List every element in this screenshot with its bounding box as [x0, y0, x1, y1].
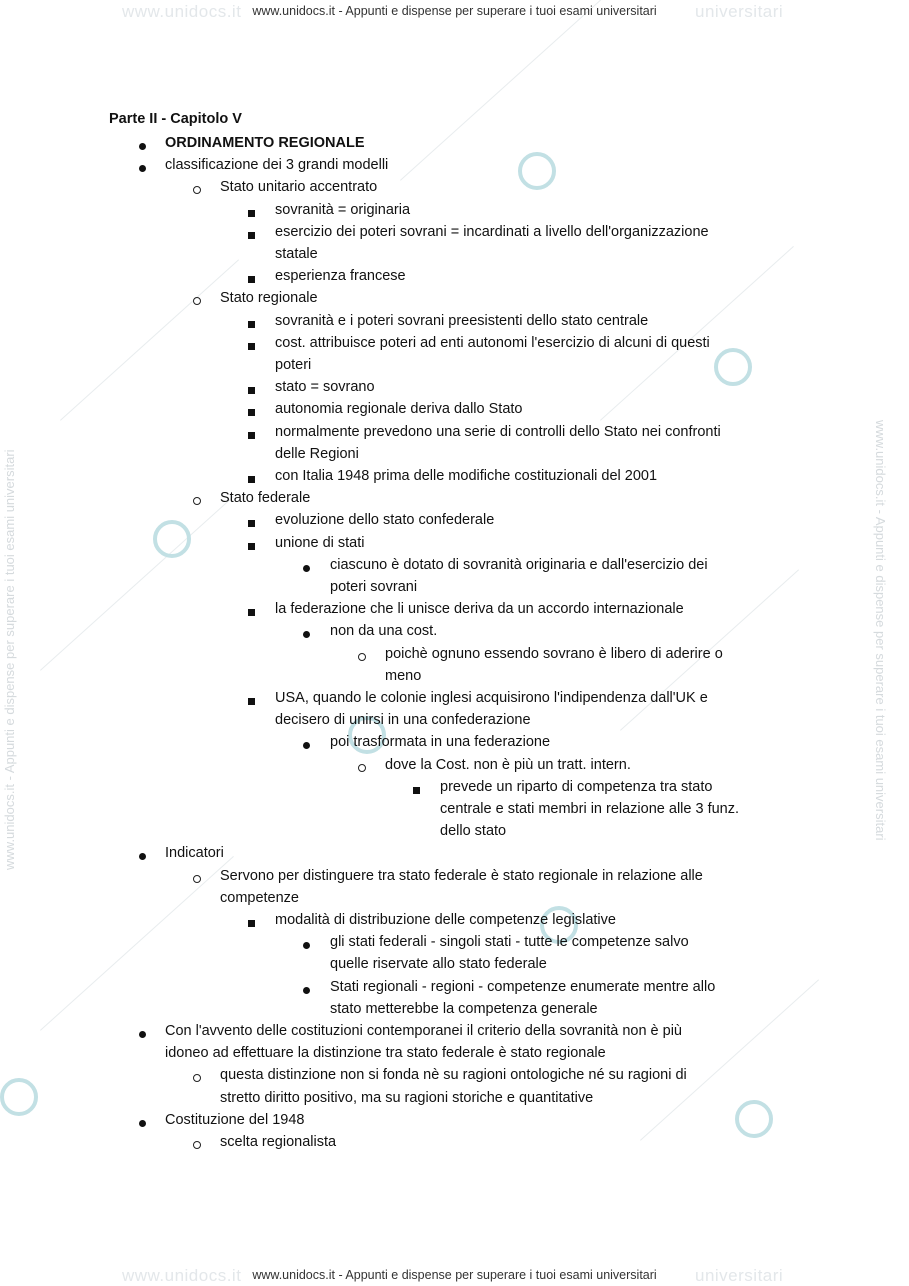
list-item-text: Indicatori	[165, 845, 224, 862]
list-bullet	[303, 983, 310, 997]
list-bullet	[193, 1071, 201, 1085]
list-bullet	[248, 605, 255, 619]
list-item-text: modalità di distribuzione delle competenze legislative	[275, 912, 616, 928]
square-bullet-icon	[248, 698, 255, 705]
watermark-logo-icon	[714, 348, 752, 386]
list-bullet	[248, 694, 255, 708]
list-bullet	[248, 339, 255, 353]
list-item-text: quelle riservate allo stato federale	[330, 956, 547, 973]
circle-bullet-icon	[193, 875, 201, 883]
list-bullet	[193, 494, 201, 508]
list-bullet	[303, 627, 310, 641]
list-item-text: sovranità = originaria	[275, 201, 411, 218]
circle-bullet-icon	[193, 1141, 201, 1149]
list-bullet	[413, 783, 420, 797]
list-bullet	[139, 139, 146, 153]
dot-bullet-icon	[303, 942, 310, 949]
square-bullet-icon	[248, 210, 255, 217]
watermark-line	[400, 0, 624, 181]
list-bullet	[139, 161, 146, 175]
list-item-text: scelta regionalista	[220, 1134, 337, 1150]
square-bullet-icon	[248, 409, 255, 416]
list-item-text: dello stato	[440, 823, 507, 840]
list-item-text: Costituzione del 1948	[165, 1111, 305, 1128]
square-bullet-icon	[248, 476, 255, 483]
list-bullet	[248, 206, 255, 220]
list-item-text: ciascuno è dotato di sovranità originaria e dall'esercizio dei	[330, 556, 708, 573]
list-bullet	[358, 761, 366, 775]
list-item-text: con Italia 1948 prima delle modifiche costituzionali del 2001	[275, 468, 658, 484]
watermark-line	[40, 856, 234, 1031]
circle-bullet-icon	[358, 653, 366, 661]
list-bullet	[248, 317, 255, 331]
list-bullet	[193, 872, 201, 886]
list-bullet	[193, 183, 201, 197]
list-bullet	[248, 539, 255, 553]
list-item-text: stretto diritto positivo, ma su ragioni storiche e quantitative	[220, 1089, 594, 1106]
list-item-text: non da una cost.	[330, 623, 438, 640]
square-bullet-icon	[248, 920, 255, 927]
list-bullet	[139, 1116, 146, 1130]
list-item-text: Stato federale	[220, 490, 311, 507]
list-bullet	[193, 1138, 201, 1152]
list-item-text: stato metterebbe la competenza generale	[330, 1000, 598, 1017]
square-bullet-icon	[413, 787, 420, 794]
dot-bullet-icon	[139, 143, 146, 150]
list-item-text: esperienza francese	[275, 268, 406, 285]
list-item-text: Stato unitario accentrato	[220, 179, 378, 196]
list-bullet	[139, 849, 146, 863]
square-bullet-icon	[248, 387, 255, 394]
circle-bullet-icon	[358, 764, 366, 772]
square-bullet-icon	[248, 321, 255, 328]
list-item-text: Servono per distinguere tra stato federale è stato regionale in relazione alle	[220, 867, 703, 884]
square-bullet-icon	[248, 232, 255, 239]
list-item-text: Con l'avvento delle costituzioni contemporanei il criterio della sovranità non è più	[165, 1023, 683, 1039]
list-item-text: ORDINAMENTO REGIONALE	[165, 135, 365, 151]
square-bullet-icon	[248, 343, 255, 350]
list-item-text: decisero di unirsi in una confederazione	[275, 712, 531, 729]
list-item-text: centrale e stati membri in relazione alle 3 funz.	[440, 801, 740, 817]
list-bullet	[248, 428, 255, 442]
list-bullet	[248, 228, 255, 242]
document-title: Parte II - Capitolo V	[109, 111, 242, 127]
list-item-text: classificazione dei 3 grandi modelli	[165, 157, 389, 174]
square-bullet-icon	[248, 543, 255, 550]
list-bullet	[248, 472, 255, 486]
list-item-text: competenze	[220, 889, 299, 906]
watermark-side-left: www.unidocs.it - Appunti e dispense per superare i tuoi esami universitari	[2, 449, 17, 870]
page-header: www.unidocs.it - Appunti e dispense per superare i tuoi esami universitari	[252, 4, 657, 18]
list-item-text: statale	[275, 246, 318, 262]
dot-bullet-icon	[139, 1120, 146, 1127]
dot-bullet-icon	[303, 742, 310, 749]
list-item-text: normalmente prevedono una serie di controlli dello Stato nei confronti	[275, 423, 721, 440]
dot-bullet-icon	[139, 165, 146, 172]
list-bullet	[303, 561, 310, 575]
list-bullet	[193, 294, 201, 308]
list-item-text: la federazione che li unisce deriva da un accordo internazionale	[275, 601, 684, 618]
list-item-text: prevede un riparto di competenza tra stato	[440, 778, 713, 795]
watermark-side-right: www.unidocs.it - Appunti e dispense per superare i tuoi esami universitari	[873, 420, 888, 841]
list-item-text: stato = sovrano	[275, 379, 375, 396]
list-item-text: meno	[385, 667, 422, 684]
circle-bullet-icon	[193, 297, 201, 305]
square-bullet-icon	[248, 609, 255, 616]
list-item-text: poteri sovrani	[330, 579, 418, 595]
list-item-text: unione di stati	[275, 534, 365, 551]
square-bullet-icon	[248, 432, 255, 439]
list-bullet	[248, 405, 255, 419]
circle-bullet-icon	[193, 186, 201, 194]
list-bullet	[248, 383, 255, 397]
circle-bullet-icon	[193, 1074, 201, 1082]
watermark-line	[60, 259, 239, 420]
list-item-text: Stati regionali - regioni - competenze enumerate mentre allo	[330, 978, 716, 995]
list-item-text: dove la Cost. non è più un tratt. intern.	[385, 756, 631, 773]
dot-bullet-icon	[139, 1031, 146, 1038]
list-bullet	[358, 650, 366, 664]
watermark-logo-icon	[153, 520, 191, 558]
dot-bullet-icon	[303, 631, 310, 638]
list-bullet	[139, 1027, 146, 1041]
dot-bullet-icon	[303, 565, 310, 572]
watermark-logo-icon	[0, 1078, 38, 1116]
list-item-text: USA, quando le colonie inglesi acquisirono l'indipendenza dall'UK e	[275, 690, 708, 706]
list-item-text: poteri	[275, 357, 312, 373]
list-item-text: cost. attribuisce poteri ad enti autonomi l'esercizio di alcuni di questi	[275, 334, 710, 351]
list-item-text: sovranità e i poteri sovrani preesistenti dello stato centrale	[275, 312, 649, 329]
list-bullet	[248, 516, 255, 530]
dot-bullet-icon	[139, 853, 146, 860]
list-item-text: gli stati federali - singoli stati - tutte le competenze salvo	[330, 934, 689, 951]
list-item-text: delle Regioni	[275, 445, 359, 462]
list-item-text: poichè ognuno essendo sovrano è libero di aderire o	[385, 645, 723, 662]
list-bullet	[248, 916, 255, 930]
list-item-text: questa distinzione non si fonda nè su ragioni ontologiche né su ragioni di	[220, 1067, 687, 1084]
list-item-text: poi trasformata in una federazione	[330, 734, 551, 751]
dot-bullet-icon	[303, 987, 310, 994]
square-bullet-icon	[248, 520, 255, 527]
watermark-line	[40, 496, 234, 671]
list-bullet	[248, 272, 255, 286]
list-item-text: autonomia regionale deriva dallo Stato	[275, 401, 523, 418]
list-item-text: idoneo ad effettuare la distinzione tra stato federale è stato regionale	[165, 1045, 606, 1062]
list-bullet	[303, 938, 310, 952]
circle-bullet-icon	[193, 497, 201, 505]
list-item-text: evoluzione dello stato confederale	[275, 512, 495, 529]
list-item-text: Stato regionale	[220, 290, 318, 307]
list-bullet	[303, 738, 310, 752]
watermark-line	[640, 979, 819, 1140]
page-footer: www.unidocs.it - Appunti e dispense per superare i tuoi esami universitari	[252, 1268, 657, 1282]
watermark-logo-icon	[518, 152, 556, 190]
square-bullet-icon	[248, 276, 255, 283]
list-item-text: esercizio dei poteri sovrani = incardinati a livello dell'organizzazione	[275, 223, 709, 240]
watermark-logo-icon	[735, 1100, 773, 1138]
